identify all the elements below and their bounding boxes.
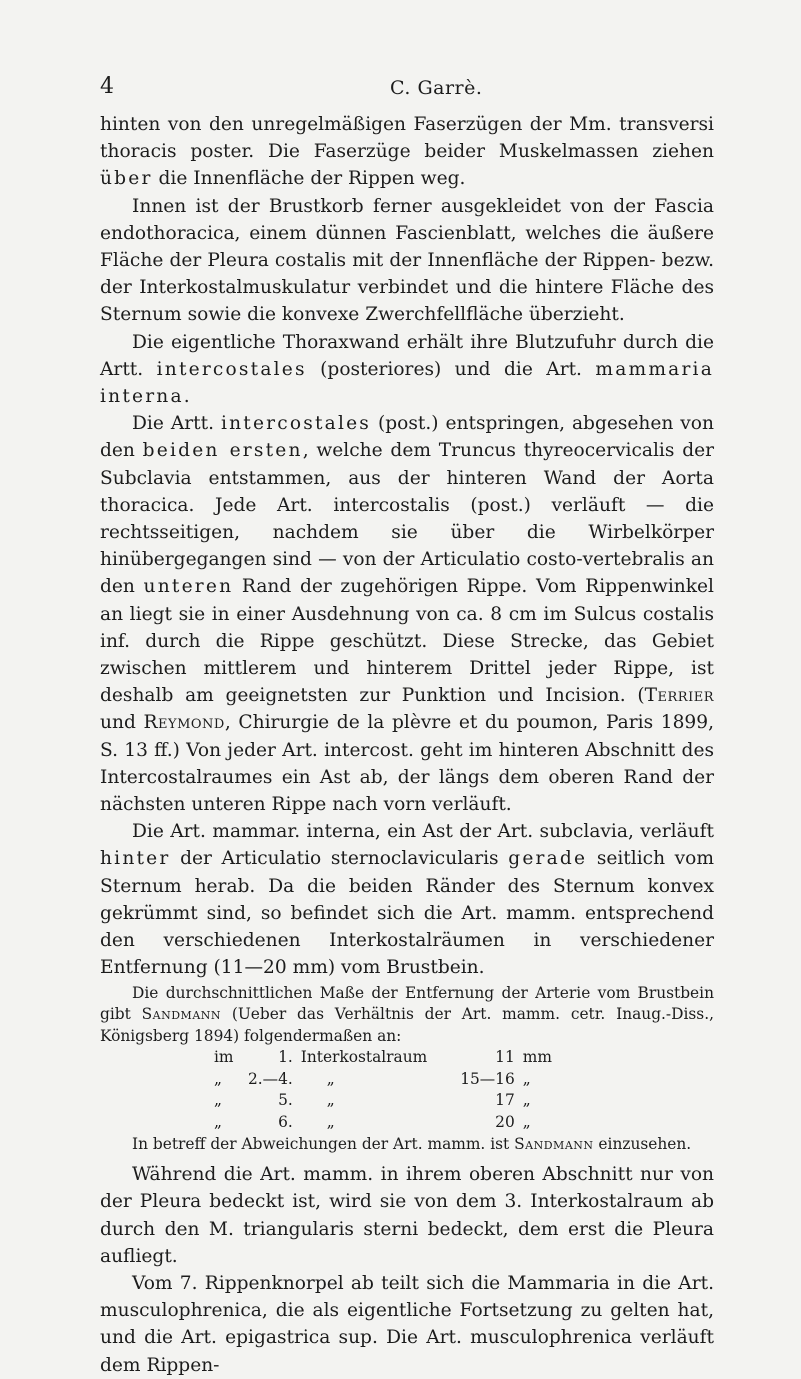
author-name: Terrier	[644, 685, 714, 707]
footnote-block	[100, 983, 714, 1156]
paragraph-6: Während die Art. mamm. in ihrem oberen Abschnitt nur von der Pleura bedeckt ist, wird sie von dem 3. Interkostalraum ab durch den M. triangularis sterni bedeckt, dem erst die Pleura aufliegt.	[100, 1164, 714, 1267]
table-row: „ 6. „ 20 „	[214, 1113, 531, 1132]
footnote-outro: In betreff der Abweichungen der Art. mamm. ist Sandmann einzusehen.	[132, 1134, 692, 1153]
author-name: Sandmann	[141, 1005, 222, 1024]
table-row: „ 5. „ 17 „	[214, 1091, 531, 1110]
author-name: Reymond	[143, 712, 225, 734]
footnote-intro: Die durchschnittlichen Maße der Entfernung der Arterie vom Brustbein gibt Sandmann (Ueber das Verhältnis der Art. mamm. cetr. Inaug.-Diss., Königsberg 1894) folgendermaßen an:	[100, 983, 714, 1045]
running-head: C. Garrè.	[390, 77, 483, 99]
author-name: Sandmann	[514, 1134, 594, 1153]
page-number: 4	[100, 74, 114, 99]
table-row: „ 2.—4. „ 15—16 „	[214, 1069, 531, 1088]
paragraph-3: Die eigentliche Thoraxwand erhält ihre Blutzufuhr durch die Artt. intercostales (posteriores) und die Art. mammaria interna.	[100, 331, 714, 408]
measurement-table	[214, 1047, 552, 1133]
paragraph-4: Die Artt. intercostales (post.) entspringen, abgesehen von den beiden ersten, welche dem Truncus thyreocervicalis der Subclavia entstammen, aus der hinteren Wand der Aorta thoracica. Jede Art. intercostalis (post.) verläuft — die rechtsseitigen, nachdem sie über die Wirbelkörper hinübergegangen sind — von der Articulatio costo-vertebralis an den unteren Rand der zugehörigen Rippe. Vom Rippenwinkel an liegt sie in einer Ausdehnung von ca. 8 cm im Sulcus costalis inf. durch die Rippe geschützt. Diese Strecke, das Gebiet zwischen mittlerem und hinterem Drittel jeder Rippe, ist deshalb am geeignetsten zur Punktion und Incision. (Terrier und Reymond, Chirurgie de la plèvre et du poumon, Paris 1899, S. 13 ff.) Von jeder Art. intercost. geht im hinteren Abschnitt des Intercostalraumes ein Ast ab, der längs dem oberen Rand der nächsten unteren Rippe nach vorn verläuft.	[100, 413, 714, 816]
table-row: im 1. Interkostalraum 11 mm	[214, 1048, 552, 1067]
paragraph-5: Die Art. mammar. interna, ein Ast der Art. subclavia, verläuft hinter der Articulatio sternoclavicularis gerade seitlich vom Sternum herab. Da die beiden Ränder des Sternum konvex gekrümmt sind, so befindet sich die Art. mamm. entsprechend den verschiedenen Interkostalräumen in verschiedener Entfernung (11—20 mm) vom Brustbein.	[100, 821, 714, 979]
page-body	[100, 111, 714, 1379]
paragraph-7: Vom 7. Rippenknorpel ab teilt sich die Mammaria in die Art. musculophrenica, die als eigentliche Fortsetzung zu gelten hat, und die Art. epigastrica sup. Die Art. musculophrenica verläuft dem Rippen-	[100, 1273, 714, 1376]
paragraph-2: Innen ist der Brustkorb ferner ausgekleidet von der Fascia endothoracica, einem dünnen Fascienblatt, welches die äußere Fläche der Pleura costalis mit der Innenfläche der Rippen- bezw. der Interkostalmuskulatur verbindet und die hintere Fläche des Sternum sowie die konvexe Zwerchfellfläche überzieht.	[100, 195, 714, 326]
paragraph-1: hinten von den unregelmäßigen Faserzügen der Mm. transversi thoracis poster. Die Faserzüge beider Muskelmassen ziehen über die Innenfläche der Rippen weg.	[100, 114, 714, 190]
